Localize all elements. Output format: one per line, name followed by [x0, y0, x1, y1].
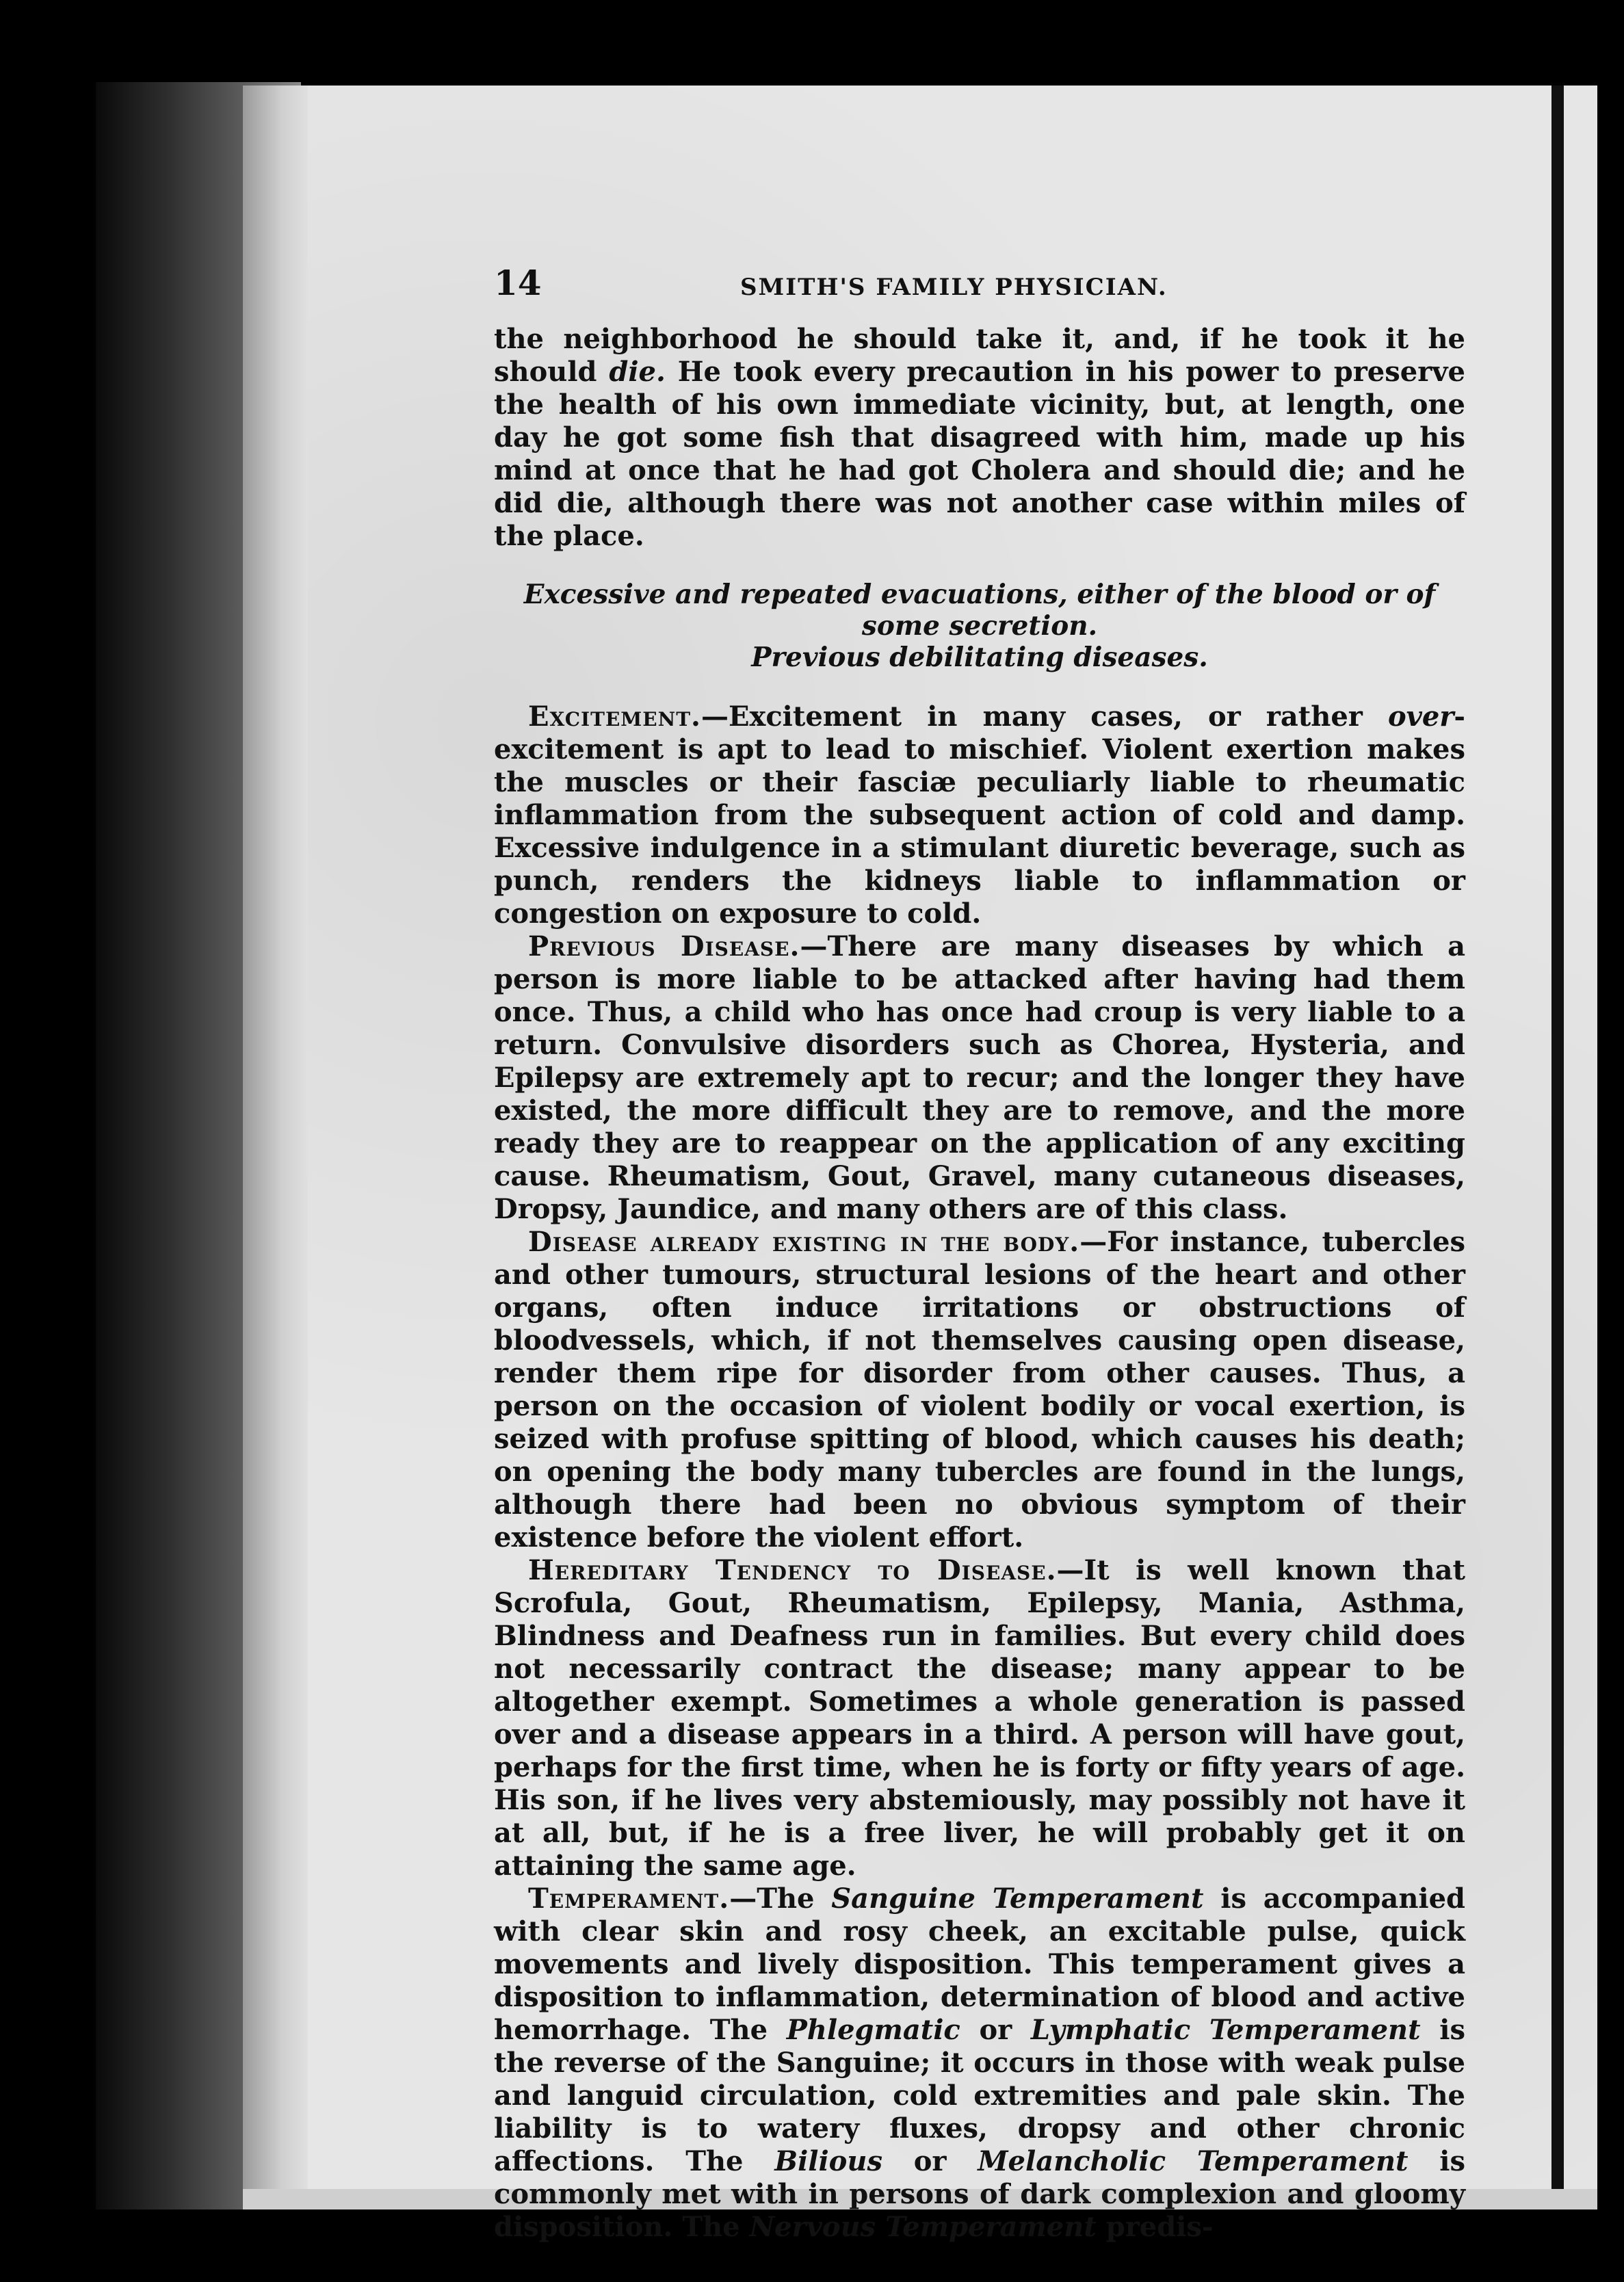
italic-heading — [494, 579, 1465, 673]
excitement-heading: Excitement. — [528, 700, 701, 733]
page-header-title: SMITH'S FAMILY PHYSICIAN. — [740, 274, 1168, 301]
italic-heading-line-1: Excessive and repeated evacuations, either of the blood or of some secretion. — [523, 579, 1436, 642]
excitement-text-b: -excitement is apt to lead to mischief. Violent exertion makes the muscles or their fasciæ peculiarly liable to rheumatic inflammation from the subsequent action of cold and damp. Excessive indulgence in a stimulant diuretic beverage, such as punch, renders the kidneys liable to inflammation or congestion on exposure to cold. — [494, 700, 1465, 930]
temperament-text-1: —The — [729, 1883, 832, 1915]
page-right-border — [1551, 86, 1564, 2206]
italic-heading-line-2: Previous debilitating diseases. — [751, 642, 1208, 673]
temperament-nervous: Nervous Temperament — [749, 2211, 1097, 2243]
page-edge — [243, 86, 308, 2206]
disease-existing-text: —For instance, tubercles and other tumours, structural lesions of the heart and other organs, often induce irritations or obstructions of bloodvessels, which, if not themselves causing open disease, render them ripe for disorder from other causes. Thus, a person on the occasion of violent bodily or vocal exertion, is seized with profuse spitting of blood, which causes his death; on opening the body many tubercles are found in the lungs, although there had been no obvious symptom of their existence before the violent effort. — [494, 1226, 1466, 1553]
intro-emphasis-die: die. — [609, 356, 666, 388]
temperament-phlegmatic: Phlegmatic — [786, 2014, 960, 2046]
hereditary-heading: Hereditary Tendency to Disease. — [528, 1554, 1057, 1586]
intro-text-a: the neighborhood he should take it, and, if he took it he should — [494, 323, 1465, 388]
excitement-paragraph — [494, 700, 1465, 930]
intro-text-b: He took every precaution in his power to preserve the health of his own immediate vicinity, but, at length, one day he got some fish that disagreed with him, made up his mind at once that he had got Cholera and should die; and he did die, although there was not another case within miles of the place. — [494, 356, 1465, 552]
page-number: 14 — [494, 263, 542, 303]
previous-disease-paragraph — [494, 930, 1465, 1226]
temperament-paragraph — [494, 1883, 1465, 2244]
page-text — [494, 263, 1466, 2244]
temperament-melancholic: Melancholic Temperament — [978, 2145, 1409, 2177]
intro-paragraph — [494, 323, 1465, 553]
hereditary-paragraph — [494, 1554, 1465, 1883]
temperament-text-7: predis- — [1096, 2211, 1214, 2243]
excitement-text-a: —Excitement in many cases, or rather — [700, 700, 1388, 733]
disease-existing-heading: Disease already existing in the body. — [528, 1226, 1080, 1258]
temperament-sanguine: Sanguine Temperament — [831, 1883, 1204, 1915]
temperament-text-5: or — [882, 2145, 978, 2177]
hereditary-text: —It is well known that Scrofula, Gout, Rheumatism, Epilepsy, Mania, Asthma, Blindness and Deafness run in families. But every child does not necessarily contract the disease; many appear to be altogether exempt. Sometimes a whole generation is passed over and a disease appears in a third. A person will have gout, perhaps for the first time, when he is forty or fifty years of age. His son, if he lives very abstemiously, may possibly not have it at all, but, if he is a free liver, he will probably get it on attaining the same age. — [494, 1554, 1466, 1882]
temperament-text-3: or — [960, 2014, 1031, 2046]
temperament-bilious: Bilious — [774, 2145, 882, 2177]
excitement-emphasis: over — [1387, 700, 1454, 733]
temperament-text-6: is commonly met with in persons of dark complexion and gloomy disposition. The — [494, 2145, 1465, 2243]
temperament-text-2: is accompanied with clear skin and rosy cheek, an excitable pulse, quick movements and lively disposition. This temperament gives a disposition to inflammation, determination of blood and active hemorrhage. The — [494, 1883, 1466, 2046]
previous-disease-text: —There are many diseases by which a person is more liable to be attacked after having had them once. Thus, a child who has once had croup is very liable to a return. Convulsive disorders such as Chorea, Hysteria, and Epilepsy are extremely apt to recur; and the longer they have existed, the more difficult they are to remove, and the more ready they are to reappear on the application of any exciting cause. Rheumatism, Gout, Gravel, many cutaneous diseases, Dropsy, Jaundice, and many others are of this class. — [494, 930, 1466, 1225]
previous-disease-heading: Previous Disease. — [528, 930, 800, 962]
temperament-lymphatic: Lymphatic Temperament — [1030, 2014, 1421, 2046]
temperament-heading: Temperament. — [528, 1883, 730, 1915]
temperament-text-4: is the reverse of the Sanguine; it occurs in those with weak pulse and languid circulation, cold extremities and pale skin. The liability is to watery fluxes, dropsy and other chronic affections. The — [494, 2014, 1465, 2177]
running-head — [494, 263, 1465, 305]
disease-existing-paragraph — [494, 1226, 1465, 1554]
